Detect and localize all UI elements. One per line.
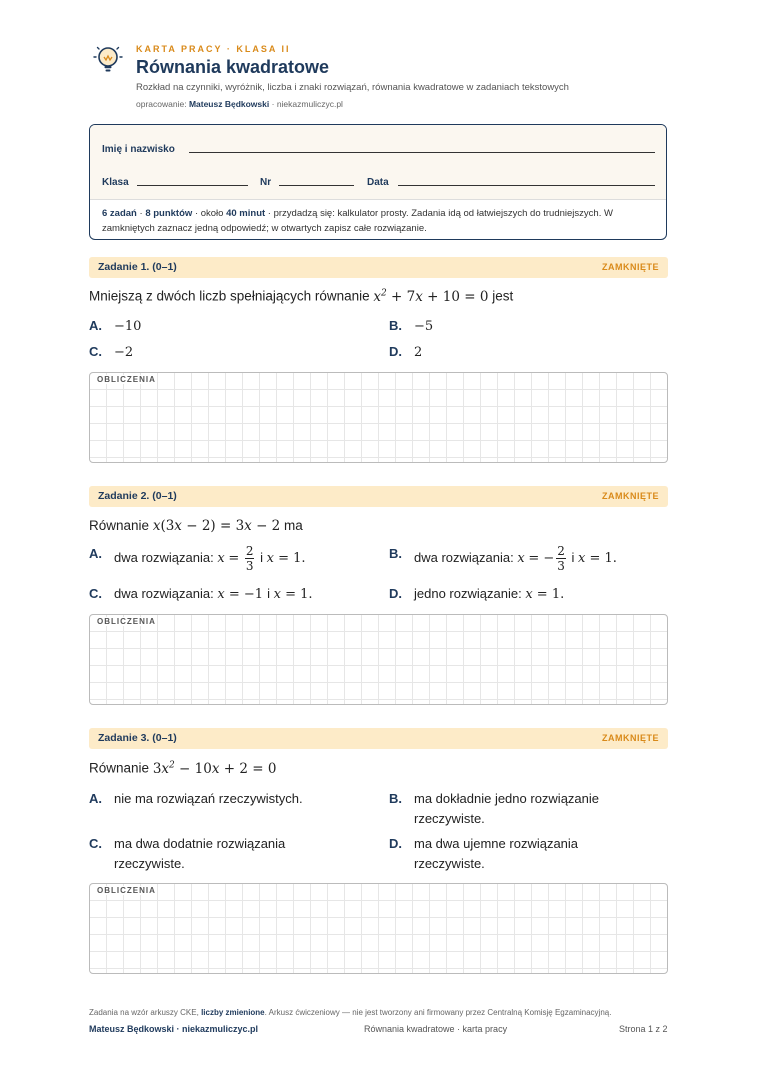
option-text-cont: rzeczywiste. xyxy=(414,856,485,871)
task-1-title: Zadanie 1. (0–1) xyxy=(98,261,177,273)
task-1-option-b[interactable]: B. −5 xyxy=(389,318,434,334)
option-value: −5 xyxy=(414,319,434,334)
option-and: i xyxy=(260,549,263,565)
task-2-equation: x(3x − 2) = 3x − 2 xyxy=(152,518,281,534)
frac-num: 2 xyxy=(245,544,254,558)
frac-den: 3 xyxy=(245,559,254,573)
task-3-title: Zadanie 3. (0–1) xyxy=(98,732,177,744)
date-field[interactable] xyxy=(398,185,655,186)
task-3-header xyxy=(89,728,668,749)
task-1-equation: $x^2 + 7x + 10 = 0$ xyxy=(373,288,489,305)
footer-note-post: . Arkusz ćwiczeniowy — nie jest tworzony ani firmowany przez Centralną Komisję Egzaminacyjną. xyxy=(264,1008,612,1017)
task-1-stem-text: Mniejszą z dwóch liczb spełniających równanie xyxy=(89,288,370,304)
task-1-calc-area[interactable] xyxy=(89,372,668,463)
frac-den: 3 xyxy=(557,559,565,573)
fraction xyxy=(556,544,566,573)
class-label: Klasa xyxy=(102,177,129,188)
footer-note-pre: Zadania na wzór arkuszy CKE, xyxy=(89,1008,199,1017)
option-text-cont: rzeczywiste. xyxy=(114,856,185,871)
calc-label: OBLICZENIA xyxy=(97,617,156,626)
author-name: Mateusz Będkowski xyxy=(188,99,270,109)
option-value: −10 xyxy=(114,319,142,334)
task-1-question xyxy=(89,288,513,305)
nr-field[interactable] xyxy=(279,185,354,186)
option-text: nie ma rozwiązań rzeczywistych. xyxy=(114,791,303,806)
task-3-question xyxy=(89,760,276,777)
page-title: Równania kwadratowe xyxy=(136,57,330,77)
name-field[interactable] xyxy=(189,152,655,153)
option-text-cont: rzeczywiste. xyxy=(414,811,485,826)
task-3-equation: $3x^2 - 10x + 2 = 0$ xyxy=(152,760,277,777)
class-field[interactable] xyxy=(137,185,248,186)
footer-note xyxy=(89,1008,611,1017)
fraction xyxy=(245,544,255,573)
task-2-option-b[interactable]: B. dwa rozwiązania: x = − $\frac{2}{3}$ i x = 1. xyxy=(389,544,617,573)
task-1-header xyxy=(89,257,668,278)
task-1-stem-end: jest xyxy=(492,288,514,304)
option-text: ma dwa ujemne rozwiązania xyxy=(414,836,579,851)
instructions: 6 zadań · 8 punktów · około 40 minut · przydadzą się: kalkulator prosty. Zadania idą od łatwiejszych do trudniejszych. W zamkniętych zaznacz jedną odpowiedź; w otwartych zapisz całe rozwiązanie. xyxy=(102,208,613,234)
task-3-option-c[interactable]: C. ma dwa dodatnie rozwiązania rzeczywiste. xyxy=(89,836,286,871)
task-3-calc-area[interactable] xyxy=(89,883,668,974)
task-2-option-a[interactable]: A. dwa rozwiązania: x = $\frac{2}{3}$ i x = 1. xyxy=(89,544,306,573)
task-1-type: ZAMKNIĘTE xyxy=(602,262,659,272)
task-3-type: ZAMKNIĘTE xyxy=(602,733,659,743)
task-2-type: ZAMKNIĘTE xyxy=(602,491,659,501)
task-3-option-b[interactable]: B. ma dokładnie jedno rozwiązanie rzeczywiste. xyxy=(389,791,600,826)
task-3-option-d[interactable]: D. ma dwa ujemne rozwiązania rzeczywiste. xyxy=(389,836,579,871)
student-info-box xyxy=(89,124,667,240)
task-1-option-d[interactable]: D. 2 xyxy=(389,344,423,360)
calc-label: OBLICZENIA xyxy=(97,375,156,384)
nr-label: Nr xyxy=(260,177,272,188)
task-2-title: Zadanie 2. (0–1) xyxy=(98,490,177,502)
task-2-question xyxy=(89,518,303,534)
page-subtitle: Rozkład na czynniki, wyróżnik, liczba i znaki rozwiązań, równania kwadratowe w zadaniach tekstowych xyxy=(136,82,569,93)
frac-num: 2 xyxy=(557,544,565,558)
page-number: Strona 1 z 2 xyxy=(619,1024,668,1034)
option-text: ma dwa dodatnie rozwiązania xyxy=(114,836,286,851)
option-text: dwa rozwiązania: xyxy=(114,549,214,565)
date-label: Data xyxy=(367,177,389,188)
task-1-option-c[interactable]: C. −2 xyxy=(89,344,134,360)
info-points: 8 punktów xyxy=(145,208,193,219)
option-value: 2 xyxy=(414,345,423,360)
info-about: · około xyxy=(194,208,224,219)
task-2-header xyxy=(89,486,668,507)
task-2-option-d[interactable]: D. jedno rozwiązanie: x = 1. xyxy=(389,586,565,602)
name-label: Imię i nazwisko xyxy=(102,144,175,155)
info-minutes: 40 minut xyxy=(226,208,266,219)
option-and: i xyxy=(571,549,575,565)
info-tasks: 6 zadań xyxy=(102,208,137,219)
lightbulb-icon xyxy=(92,44,124,76)
option-text: dwa rozwiązania: xyxy=(414,549,514,565)
author-line xyxy=(136,99,343,109)
author-site: · niekazmuliczyc.pl xyxy=(271,99,343,109)
calc-label: OBLICZENIA xyxy=(97,886,156,895)
option-text: dwa rozwiązania: xyxy=(114,586,214,601)
student-fields xyxy=(90,125,666,200)
task-2-option-c[interactable]: C. dwa rozwiązania: x = −1 i x = 1. xyxy=(89,586,313,602)
task-3-option-a[interactable]: A. nie ma rozwiązań rzeczywistych. xyxy=(89,791,303,806)
footer-title: Równania kwadratowe · karta pracy xyxy=(364,1024,508,1034)
option-text: ma dokładnie jedno rozwiązanie xyxy=(414,791,600,806)
worksheet-kicker: KARTA PRACY · KLASA II xyxy=(136,44,291,54)
task-2-stem-end: ma xyxy=(284,518,303,533)
option-and: i xyxy=(267,586,271,601)
task-2-stem-text: Równanie xyxy=(89,518,150,533)
option-text: jedno rozwiązanie: xyxy=(414,586,522,601)
info-rest: · przydadzą się: kalkulator prosty. Zadania idą od łatwiejszych do trudniejszych. W zamkniętych zaznacz jedną odpowiedź; w otwartych zapisz całe rozwiązanie. xyxy=(102,208,613,234)
footer-note-bold: liczby zmienione xyxy=(201,1008,265,1017)
task-2-calc-area[interactable] xyxy=(89,614,668,705)
author-prefix: opracowanie: xyxy=(136,99,187,109)
footer-author: Mateusz Będkowski · niekazmuliczyc.pl xyxy=(89,1024,259,1034)
task-1-option-a[interactable]: A. −10 xyxy=(89,318,142,334)
option-value: −2 xyxy=(114,345,134,360)
task-3-stem-text: Równanie xyxy=(89,760,150,776)
